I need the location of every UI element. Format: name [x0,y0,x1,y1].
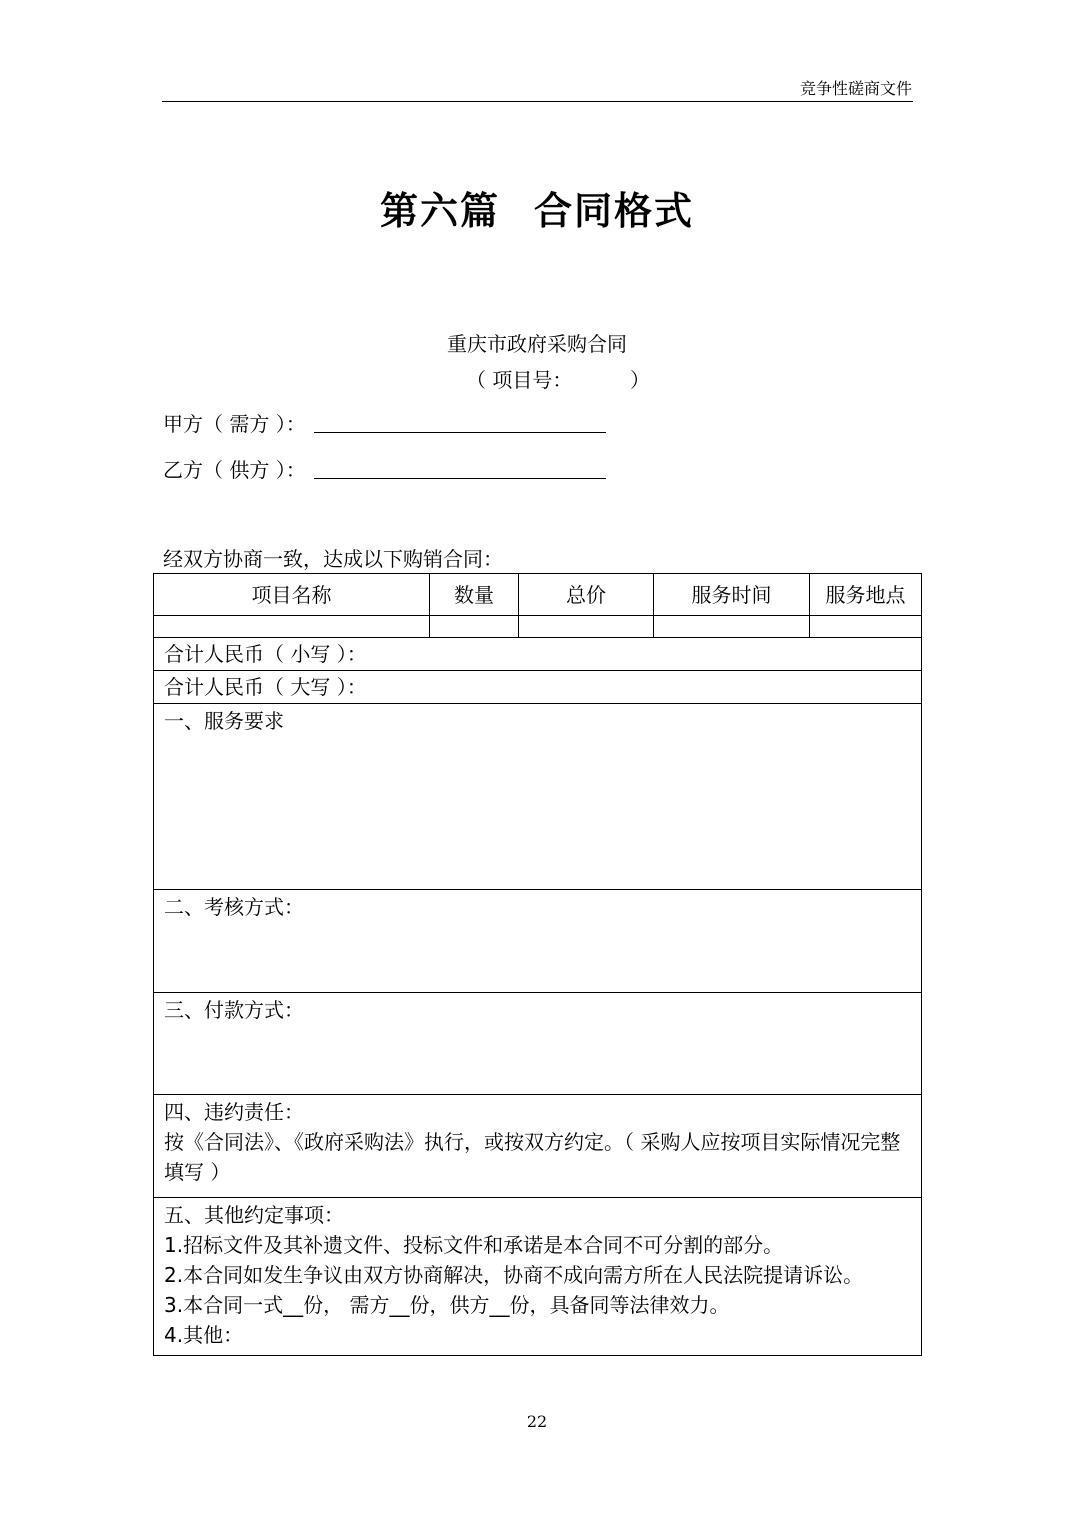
contract-table [153,573,922,1356]
section-assessment: 二、考核方式： [154,890,922,993]
project-number-label: （ 项目号： [466,368,573,392]
contract-intro: 经双方协商一致，达成以下购销合同： [163,547,503,571]
cell-total-price[interactable] [519,616,654,638]
section-other [154,1198,922,1356]
section-other-row [154,1198,922,1356]
section-other-item-3: 3.本合同一式__份， 需方__份，供方__份，具备同等法律效力。 [164,1293,730,1317]
cell-service-time[interactable] [654,616,810,638]
section-liability-title: 四、违约责任： [164,1100,304,1124]
project-number-close: ） [630,368,650,392]
running-header: 竞争性磋商文件 [799,79,912,98]
table-header-row [154,574,922,616]
total-lower-row [154,638,922,671]
total-lower: 合计人民币（ 小写 ）： [154,638,922,671]
header-service-time: 服务时间 [654,574,810,616]
cell-quantity[interactable] [430,616,519,638]
section-liability-body: 按《合同法》、《政府采购法》执行，或按双方约定。（ 采购人应按项目实际情况完整填写 ） [164,1130,901,1184]
party-a-label: 甲方（ 需方 ）： [163,412,306,436]
total-upper: 合计人民币（ 大写 ）： [154,671,922,704]
cell-project-name[interactable] [154,616,430,638]
title-name: 合同格式 [534,189,695,233]
party-b [163,454,306,483]
total-upper-row [154,671,922,704]
cell-service-location[interactable] [810,616,922,638]
header-project-name: 项目名称 [154,574,430,616]
header-rule [162,101,913,102]
section-payment-row [154,993,922,1095]
table-row-empty [154,616,922,638]
section-liability [154,1095,922,1198]
header-service-location: 服务地点 [810,574,922,616]
project-number [466,364,650,393]
header-quantity: 数量 [430,574,519,616]
section-other-item-4: 4.其他： [164,1323,244,1347]
party-b-label: 乙方（ 供方 ）： [163,458,306,482]
page-number: 22 [526,1412,548,1431]
section-service-requirements: 一、服务要求 [154,704,922,890]
section-other-item-2: 2.本合同如发生争议由双方协商解决，协商不成向需方所在人民法院提请诉讼。 [164,1263,864,1287]
party-b-blank [314,478,606,479]
title-part: 第六篇 [379,189,500,233]
page-title [0,180,1074,235]
contract-title: 重庆市政府采购合同 [447,332,627,356]
header-total-price: 总价 [519,574,654,616]
section-service-requirements-row [154,704,922,890]
section-payment: 三、付款方式： [154,993,922,1095]
party-a [163,408,306,437]
section-other-item-1: 1.招标文件及其补遗文件、投标文件和承诺是本合同不可分割的部分。 [164,1233,784,1257]
section-assessment-row [154,890,922,993]
section-other-title: 五、其他约定事项： [164,1203,344,1227]
party-a-blank [314,432,606,433]
section-liability-row [154,1095,922,1198]
